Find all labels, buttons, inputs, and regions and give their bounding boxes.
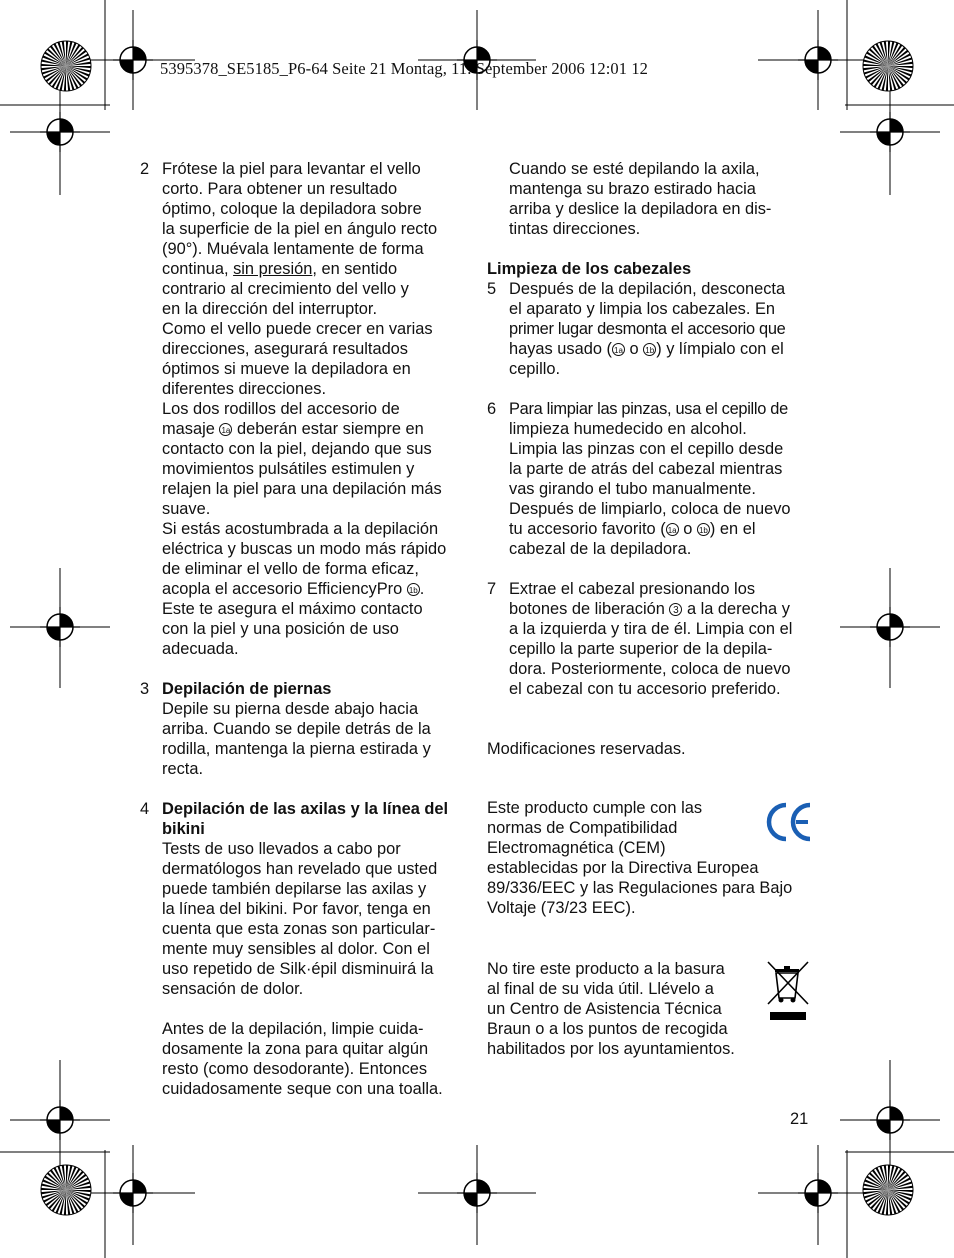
text-line: la superficie de la piel en ángulo recto <box>162 220 438 238</box>
text-line: suave. <box>162 500 211 518</box>
text-line: mente muy sensibles al dolor. Con el <box>162 940 430 958</box>
text-line: adecuada. <box>162 640 239 658</box>
text-line: arriba y deslice la depiladora en dis- <box>509 200 772 218</box>
circled-1a-icon: 1a <box>612 343 625 356</box>
text-line <box>162 259 470 279</box>
text-line: primer lugar desmonta el accesorio que <box>509 320 786 338</box>
text-line: normas de Compatibilidad <box>487 819 678 837</box>
step-number: 3 <box>140 680 150 698</box>
text-line: Extrae el cabezal presionando los <box>509 580 756 598</box>
text-line: cuidadosamente seque con una toalla. <box>162 1080 443 1098</box>
underlined-emphasis: sin presión <box>233 260 313 278</box>
step-2 <box>140 159 470 659</box>
text-line: óptimo, coloque la depiladora sobre <box>162 200 422 218</box>
text-line: de eliminar el vello de forma eficaz, <box>162 560 419 578</box>
text-line: dora. Posteriormente, coloca de nuevo <box>509 660 791 678</box>
text-line: Braun o a los puntos de recogida <box>487 1020 728 1038</box>
text-line: contacto con la piel, dejando que sus <box>162 440 432 458</box>
cleaning-heading: Limpieza de los cabezales <box>487 260 692 278</box>
step-6 <box>487 399 817 559</box>
text-line: Antes de la depilación, limpie cuida- <box>162 1020 424 1038</box>
starburst-icon <box>863 1165 913 1215</box>
text-line: cabezal de la depiladora. <box>509 540 692 558</box>
circled-1a-icon: 1a <box>219 423 232 436</box>
text-line: Para limpiar las pinzas, usa el cepillo de <box>509 400 788 418</box>
step-5 <box>487 279 817 379</box>
armpit-note <box>487 159 817 239</box>
text-line: Este te asegura el máximo contacto <box>162 600 423 618</box>
step-number: 6 <box>487 400 497 418</box>
text-line: resto (como desodorante). Entonces <box>162 1060 428 1078</box>
text-line: establecidas por la Directiva Europea <box>487 859 759 877</box>
starburst-icon <box>41 41 91 91</box>
text-span: . <box>419 580 425 598</box>
text-line: No tire este producto a la basura <box>487 960 725 978</box>
text-span: o <box>624 340 644 358</box>
text-line: mantenga su brazo estirado hacia <box>509 180 756 198</box>
text-span: deberán estar siempre en <box>232 420 424 438</box>
text-line: Depile su pierna desde abajo hacia <box>162 700 419 718</box>
circled-1b-icon: 1b <box>643 343 656 356</box>
text-line: recta. <box>162 760 203 778</box>
step-3 <box>140 679 470 779</box>
text-line: Voltaje (73/23 EEC). <box>487 899 636 917</box>
text-line <box>509 339 817 359</box>
text-line: vas girando el tubo manualmente. <box>509 480 756 498</box>
text-line: limpieza humedecido en alcohol. <box>509 420 747 438</box>
text-line: la parte de atrás del cabezal mientras <box>509 460 783 478</box>
left-column <box>140 159 470 1099</box>
text-line: Este producto cumple con las <box>487 799 703 817</box>
text-line: Como el vello puede crecer en varias <box>162 320 433 338</box>
text-line: sensación de dolor. <box>162 980 304 998</box>
text-line: cuenta que esta zonas son particular- <box>162 920 436 938</box>
step-number: 5 <box>487 280 497 298</box>
circled-1b-icon: 1b <box>697 523 710 536</box>
text-line: puede también depilarse las axilas y <box>162 880 427 898</box>
starburst-icon <box>863 41 913 91</box>
section-heading: bikini <box>162 820 205 838</box>
step-7 <box>487 579 817 699</box>
text-line: el aparato y limpia los cabezales. En <box>509 300 776 318</box>
step-number: 2 <box>140 160 150 178</box>
text-line: al final de su vida útil. Llévelo a <box>487 980 714 998</box>
text-span: o <box>678 520 697 538</box>
text-line: relajen la piel para una depilación más <box>162 480 442 498</box>
text-line: con la piel y una posición de uso <box>162 620 399 638</box>
text-line: cepillo la parte superior de la depila- <box>509 640 773 658</box>
text-span: continua, <box>162 260 234 278</box>
text-span: tu accesorio favorito ( <box>509 520 666 538</box>
circled-1a-icon: 1a <box>666 523 679 536</box>
text-line: Los dos rodillos del accesorio de <box>162 400 400 418</box>
text-span: ) en el <box>709 520 756 538</box>
text-line: arriba. Cuando se depile detrás de la <box>162 720 431 738</box>
text-line: dermatólogos han revelado que usted <box>162 860 438 878</box>
text-line: tintas direcciones. <box>509 220 641 238</box>
text-line: (90°). Muévala lentamente de forma <box>162 240 424 258</box>
text-span: botones de liberación <box>509 600 670 618</box>
modifications-note: Modificaciones reservadas. <box>487 740 686 758</box>
text-line: eléctrica y buscas un modo más rápido <box>162 540 447 558</box>
page-number: 21 <box>790 1110 809 1128</box>
text-line: diferentes direcciones. <box>162 380 326 398</box>
text-line: dosamente la zona para quitar algún <box>162 1040 429 1058</box>
text-line: corto. Para obtener un resultado <box>162 180 398 198</box>
step-number: 7 <box>487 580 497 598</box>
section-heading: Depilación de piernas <box>162 680 332 698</box>
text-line: rodilla, mantenga la pierna estirada y <box>162 740 431 758</box>
ce-mark-icon <box>766 801 812 843</box>
text-line: cepillo. <box>509 360 561 378</box>
text-line <box>509 519 817 539</box>
crossed-out-bin-icon <box>766 960 810 1024</box>
text-line: Después de la depilación, desconecta <box>509 280 786 298</box>
right-column <box>487 159 817 1059</box>
text-span: ) y límpialo con el <box>656 340 784 358</box>
starburst-icon <box>41 1165 91 1215</box>
circled-1b-icon: 1b <box>407 583 420 596</box>
text-line: a la izquierda y tira de él. Limpia con el <box>509 620 793 638</box>
text-line: movimientos pulsátiles estimulen y <box>162 460 415 478</box>
text-line: la línea del bikini. Por favor, tenga en <box>162 900 431 918</box>
text-line <box>509 599 817 619</box>
circled-3-icon: 3 <box>669 603 682 616</box>
text-span: , en sentido <box>312 260 398 278</box>
text-line: Después de limpiarlo, coloca de nuevo <box>509 500 791 518</box>
text-span: a la derecha y <box>682 600 790 618</box>
text-line: óptimos si mueve la depiladora en <box>162 360 411 378</box>
text-span: hayas usado ( <box>509 340 612 358</box>
text-span: acopla el accesorio EfficiencyPro <box>162 580 407 598</box>
text-span: masaje <box>162 420 220 438</box>
text-line: Cuando se esté depilando la axila, <box>509 160 760 178</box>
text-line: un Centro de Asistencia Técnica <box>487 1000 722 1018</box>
text-line: en la dirección del interruptor. <box>162 300 378 318</box>
text-line: Frótese la piel para levantar el vello <box>162 160 421 178</box>
text-line: habilitados por los ayuntamientos. <box>487 1040 735 1058</box>
text-line: direcciones, asegurará resultados <box>162 340 408 358</box>
text-line: Electromagnética (CEM) <box>487 839 666 857</box>
step-number: 4 <box>140 800 150 818</box>
step-4 <box>140 799 470 1099</box>
text-line: Limpia las pinzas con el cepillo desde <box>509 440 784 458</box>
text-line: contrario al crecimiento del vello y <box>162 280 409 298</box>
text-line: Tests de uso llevados a cabo por <box>162 840 401 858</box>
text-line: 89/336/EEC y las Regulaciones para Bajo <box>487 879 793 897</box>
section-heading: Depilación de las axilas y la línea del <box>162 800 449 818</box>
print-slug: 5395378_SE5185_P6-64 Seite 21 Montag, 11. September 2006 12:01 12 <box>160 59 649 78</box>
text-line: el cabezal con tu accesorio preferido. <box>509 680 781 698</box>
text-line: uso repetido de Silk·épil disminuirá la <box>162 960 434 978</box>
text-line <box>162 419 470 439</box>
text-line <box>162 579 470 599</box>
text-line: Si estás acostumbrada a la depilación <box>162 520 439 538</box>
